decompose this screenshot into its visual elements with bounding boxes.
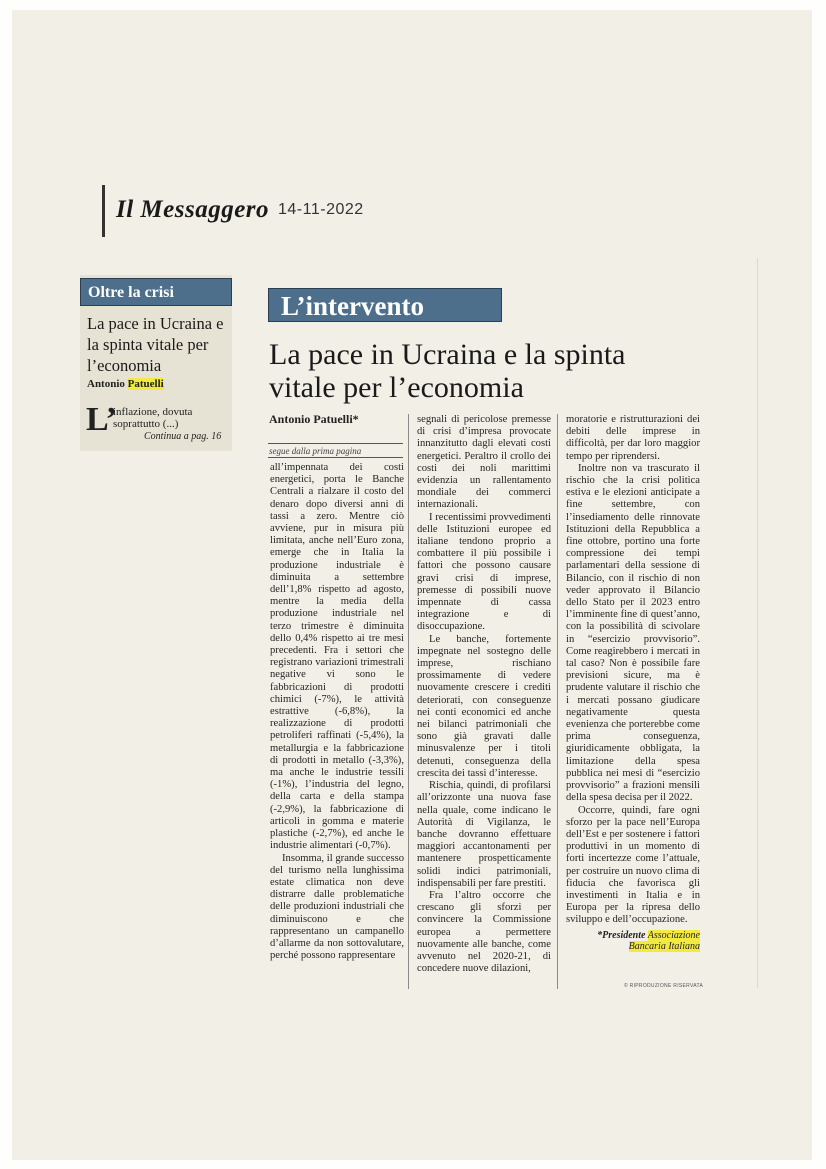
copyright-notice: © RIPRODUZIONE RISERVATA — [624, 983, 704, 989]
teaser-drop-cap: L’ — [86, 401, 117, 438]
paragraph: Fra l’altro occorre che crescano gli sforzi per convincere la Commissione europea a permettere nuovamente alle banche, come avvenuto nel 2020-21, di concedere nuove dilazioni, — [417, 889, 551, 975]
signoff-org-2: Bancaria Italiana — [628, 941, 700, 953]
clipping-edge — [757, 258, 758, 988]
paragraph: Rischia, quindi, di profilarsi all’orizzonte una nuova fase nella quale, come indicano le Autorità di Vigilanza, le banche dovranno effettuare maggiori accantonamenti per mantenere prospetticamente solidi indici patrimoniali, indispensabili per fare prestiti. — [417, 780, 551, 889]
teaser-body: inflazione, dovuta soprattutto (...) — [113, 406, 193, 430]
teaser-kicker: Oltre la crisi — [80, 278, 232, 306]
divider — [268, 443, 403, 444]
newspaper-logo: Il Messaggero — [116, 196, 270, 223]
article-headline: La pace in Ucraina e la spinta vitale per l’economia — [269, 338, 626, 404]
teaser-author-first: Antonio — [87, 378, 125, 390]
paragraph: I recentissimi provvedimenti delle Istituzioni europee ed italiane tendono proprio a combattere il più possibile i fattori che possono causare gravi crisi di imprese, premesse di possibili nuove impennate di cassa integrazione e di disoccupazione. — [417, 511, 551, 633]
divider — [268, 457, 403, 458]
paragraph: Inoltre non va trascurato il rischio che la crisi politica estiva e le elezioni anticipate a fine settembre, con l’insediamento delle rinnovate Istituzioni della Repubblica a fine ottobre, portino una forte compressione dei tempi parlamentari della sessione di Bilancio, con il rischio di non veder approvato il Bilancio dello Stato per il 2023 entro l’imminente fine di quest’anno, con la possibilità di scivolare in “esercizio provvisorio”. Come reagirebbero i mercati in tal caso? Non è possibile fare previsioni sicure, ma è prudente valutare il rischio che i mercati possano giudicare negativamente questa evenienza che porterebbe come prima conseguenza, giuridicamente obbligata, la limitazione della spesa pubblica nei mesi di “esercizio provvisorio” a frazioni mensili della spesa decisa per il 2022. — [566, 462, 700, 804]
article-column-2 — [417, 414, 551, 975]
paragraph: segnali di pericolose premesse di crisi d’impresa provocate innanzitutto dagli elevati costi energetici. Peraltro il crollo dei costi dei noli marittimi evidenzia un rallentamento mondiale dei commerci internazionali. — [417, 414, 551, 511]
article-byline: Antonio Patuelli* — [269, 412, 359, 426]
article-column-3 — [566, 414, 700, 953]
author-signoff — [566, 930, 700, 953]
paragraph: Occorre, quindi, fare ogni sforzo per la pace nell’Europa dell’Est e per sostenere i fattori produttivi in un momento di forti incertezze come l’attuale, per costruire un nuovo clima di fiducia che favorisca gli investimenti in Italia e in Europa per la ripresa dello sviluppo e dell’occupazione. — [566, 804, 700, 926]
article-kicker: L’intervento — [268, 288, 502, 322]
continued-from-note: segue dalla prima pagina — [269, 446, 362, 456]
column-rule — [557, 414, 558, 989]
column-rule — [408, 414, 409, 989]
signoff-org-1: Associazione — [647, 929, 700, 941]
paragraph: moratorie e ristrutturazioni dei debiti delle imprese in difficoltà, per dar loro maggior tempo per riprendersi. — [566, 414, 700, 462]
paragraph: all’impennata dei costi energetici, porta le Banche Centrali a rialzare il costo del denaro dopo diversi anni di tassi a zero. Mentre ciò avviene, pur in misura più limitata, anche nell’Euro zona, emerge che in Italia la produzione industriale è diminuita a settembre dell’1,8% rispetto ad agosto, mentre la media della produzione industriale nel terzo trimestre è diminuita dello 0,4% rispetto ai tre mesi precedenti. Fra i settori che registrano variazioni trimestrali negative vi sono le fabbricazioni di prodotti chimici (-7%), le attività estrattive (-6,8%), la realizzazione di prodotti petroliferi raffinati (-5,4%), la metallurgia e la fabbricazione di prodotti in metallo (-3,3%), ma anche le industrie tessili (-1%), l’industria del legno, della carta e della stampa (-2,9%), la fabbricazione di articoli in gomma e materie plastiche (-2,7%), ed anche le industrie alimentari (-0,7%). — [270, 462, 404, 852]
teaser-title: La pace in Ucraina e la spinta vitale per l’economia — [87, 314, 224, 375]
clipping-date: 14-11-2022 — [278, 201, 364, 218]
teaser-author — [87, 378, 164, 390]
signoff-role: *Presidente — [597, 929, 646, 941]
paragraph: Le banche, fortemente impegnate nel sostegno delle imprese, rischiano prossimamente di vedere nuovamente crescere i crediti deteriorati, con conseguenze nei conti economici ed anche nei bilanci patrimoniali che sono già gravati dalle minusvalenze per i titoli detenuti, conseguenza della crescita dei tassi d’interesse. — [417, 633, 551, 779]
teaser-continue-link: Continua a pag. 16 — [144, 431, 222, 442]
masthead-rule — [102, 185, 105, 237]
paragraph: Insomma, il grande successo del turismo nella lunghissima estate climatica non deve distrarre dalle problematiche delle produzioni industriali che diminuiscono e che rappresentano un campanello d’allarme da non sottovalutare, perché possono rappresentare — [270, 852, 404, 962]
article-column-1 — [270, 462, 404, 962]
front-page-teaser — [80, 275, 232, 451]
teaser-author-last: Patuelli — [127, 378, 164, 390]
